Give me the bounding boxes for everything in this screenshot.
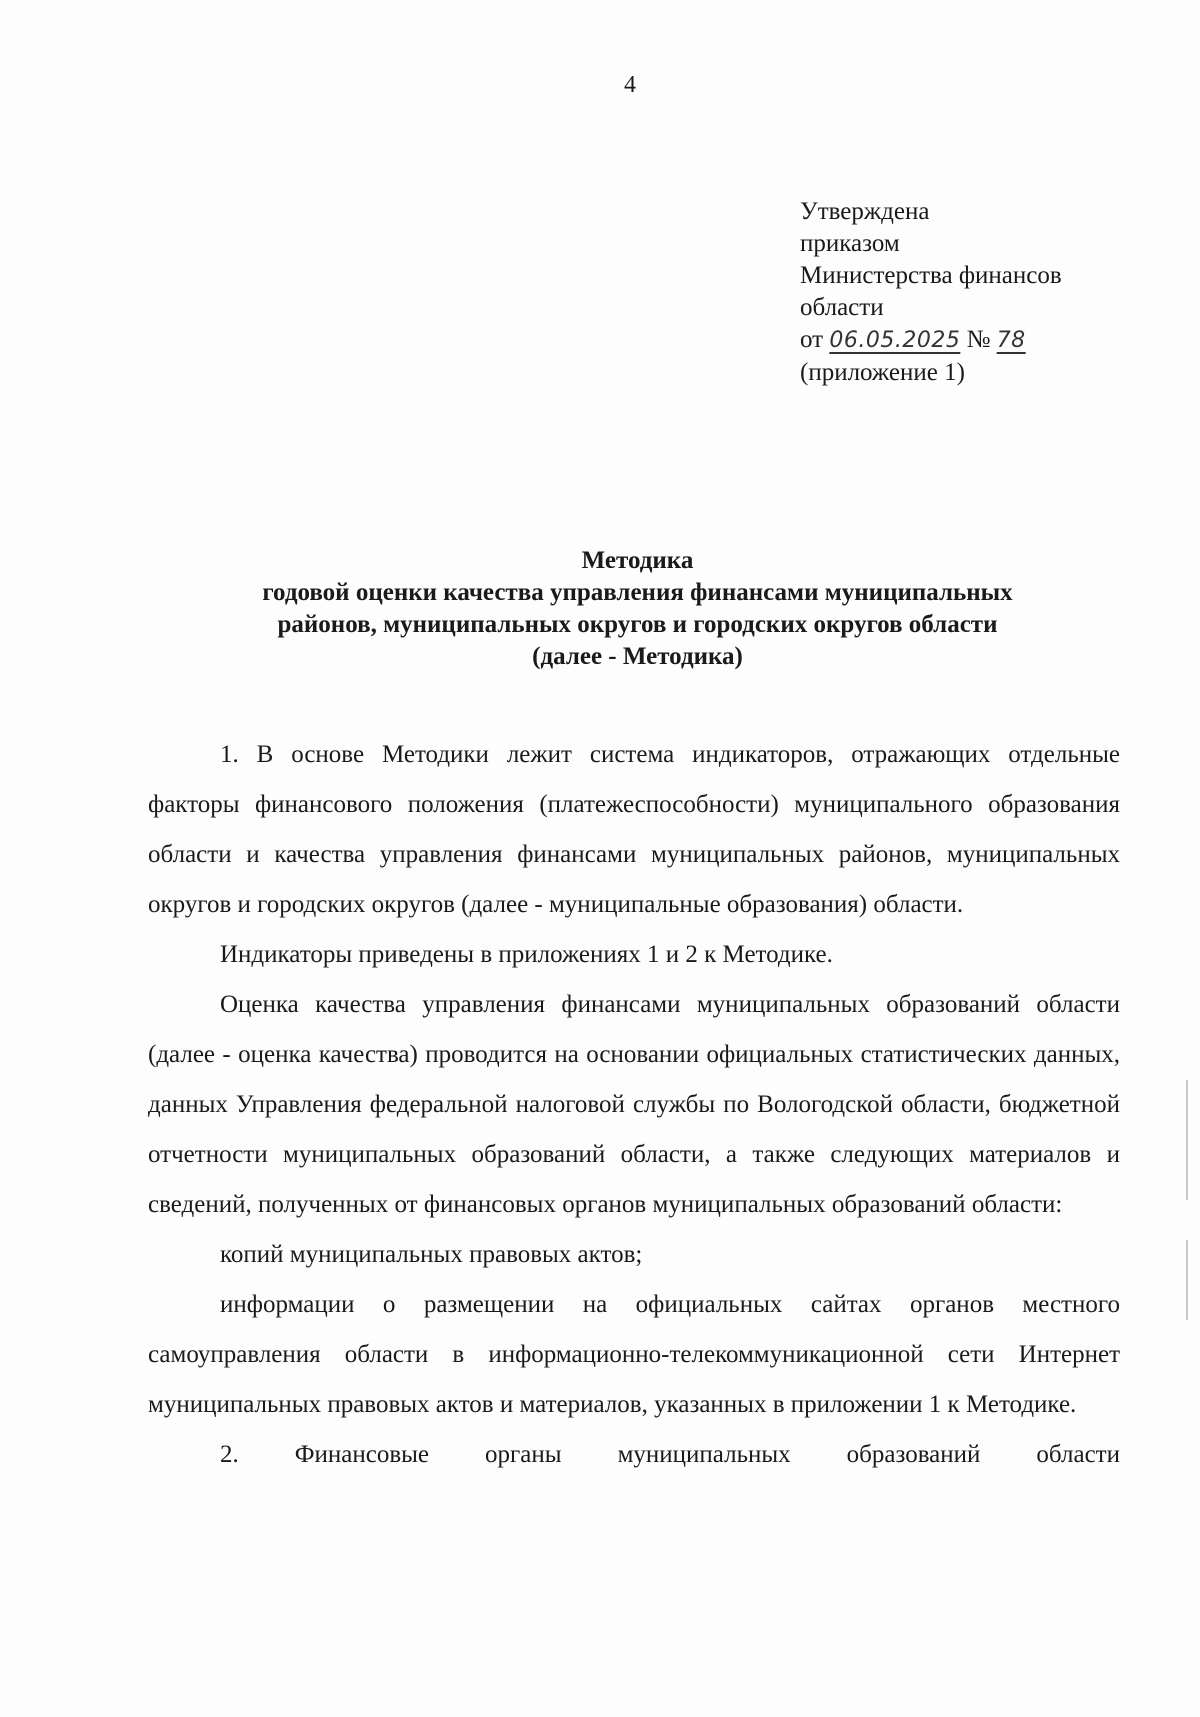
scan-margin-mark [1186,1240,1188,1320]
title-line: годовой оценки качества управления финансами муниципальных [262,579,1013,606]
appendix-label: (приложение 1) [800,359,965,386]
word: Финансовые [294,1441,430,1468]
approval-line: Министерства финансов [800,262,1062,289]
paragraph: Оценка качества управления финансами муниципальных образований области (далее - оценка качества) проводится на основании официальных статистических данных, данных Управления федеральной налоговой службы по Вологодской области, бюджетной отчетности муниципальных образований области, а также следующих материалов и сведений, полученных от финансовых органов муниципальных образований области: [148,991,1120,1218]
paragraph-start [148,1430,1120,1480]
handwritten-date: 06.05.2025 [829,328,961,353]
paragraph: 1. В основе Методики лежит система индикаторов, отражающих отдельные факторы финансового положения (платежеспособности) муниципального образования области и качества управления финансами муниципальных районов, муниципальных округов и городских округов (далее - муниципальные образования) области. [148,741,1120,918]
from-label: от [800,326,824,353]
document-body [148,730,1120,1480]
word: муниципальных [617,1441,791,1468]
word: области [1036,1441,1120,1468]
approval-line: области [800,294,884,321]
paragraph: информации о размещении на официальных сайтах органов местного самоуправления области в информационно-телекоммуникационной сети Интернет муниципальных правовых актов и материалов, указанных в приложении 1 к Методике. [148,1291,1120,1418]
number-label: № [966,326,991,353]
approval-date-line [800,324,1062,357]
approval-block [800,196,1062,389]
paragraph: Индикаторы приведены в приложениях 1 и 2 к Методике. [220,941,833,968]
paragraph: копий муниципальных правовых актов; [220,1241,643,1268]
page-number: 4 [624,72,636,98]
document-title [150,545,1125,673]
scan-margin-mark [1186,1080,1188,1200]
approval-line: Утверждена [800,198,930,225]
handwritten-number: 78 [996,328,1026,353]
word: органы [485,1441,562,1468]
word: образований [846,1441,981,1468]
title-line: (далее - Методика) [532,643,743,670]
title-line: Методика [581,547,694,574]
title-line: районов, муниципальных округов и городских округов области [277,611,998,638]
word: 2. [220,1441,239,1468]
approval-line: приказом [800,230,900,257]
